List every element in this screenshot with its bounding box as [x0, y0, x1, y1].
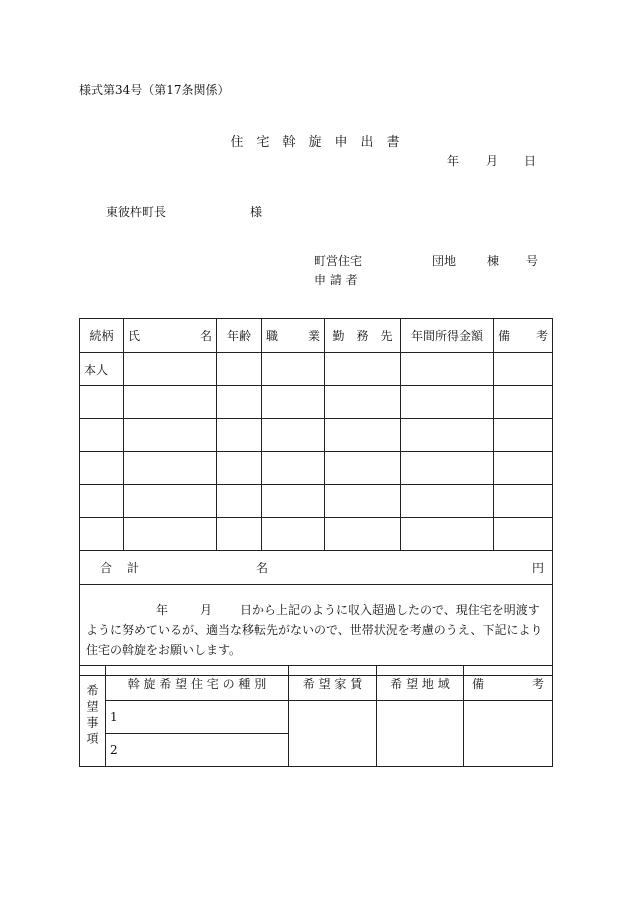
table-row: [80, 485, 553, 518]
header-desired-rent: 希 望 家 賃: [289, 666, 377, 701]
table-row: [80, 353, 553, 386]
statement-row: [80, 585, 553, 676]
date-day-label: 日: [524, 154, 537, 168]
table-row: [80, 452, 553, 485]
workplace-cell[interactable]: [325, 518, 401, 551]
workplace-cell[interactable]: [325, 452, 401, 485]
income-cell[interactable]: [401, 452, 494, 485]
total-label-a: 合: [100, 560, 113, 575]
income-cell[interactable]: [401, 518, 494, 551]
income-cell[interactable]: [401, 353, 494, 386]
relation-cell[interactable]: [80, 485, 124, 518]
statement-cell: [80, 585, 553, 676]
header-workplace: 勤 務 先: [325, 319, 401, 353]
row-number: 1: [110, 710, 118, 724]
remarks-cell[interactable]: [494, 452, 553, 485]
occupation-cell[interactable]: [262, 419, 325, 452]
relation-cell[interactable]: 本人: [80, 353, 124, 386]
name-cell[interactable]: [124, 386, 217, 419]
request-header-row: [80, 666, 553, 701]
remarks-cell[interactable]: [494, 419, 553, 452]
age-cell[interactable]: [217, 452, 262, 485]
workplace-cell[interactable]: [325, 386, 401, 419]
date-year-label: 年: [447, 154, 460, 168]
form-number: 様式第34号（第17条関係）: [79, 83, 230, 97]
header-occupation: 職 業: [262, 319, 325, 353]
total-label-b: 計: [127, 560, 140, 575]
applicant-label: 申 請 者: [314, 273, 358, 287]
income-cell[interactable]: [401, 419, 494, 452]
total-yen-unit: 円: [531, 560, 544, 575]
remarks-cell[interactable]: [494, 518, 553, 551]
relation-cell[interactable]: [80, 452, 124, 485]
relation-cell[interactable]: [80, 386, 124, 419]
header-housing-type: 斡 旋 希 望 住 宅 の 種 別: [106, 666, 289, 701]
relation-cell[interactable]: [80, 518, 124, 551]
occupation-cell[interactable]: [262, 386, 325, 419]
occupation-cell[interactable]: [262, 518, 325, 551]
header-desired-area: 希 望 地 域: [377, 666, 464, 701]
statement-text: 日から上記のように収入超過したので、現住宅を明渡すように努めているが、適当な移転先がないので、世帯状況を考慮のうえ、下記により住宅の斡旋をお願いします。: [86, 603, 543, 657]
housing-type-cell[interactable]: [106, 734, 289, 767]
table-row: [80, 419, 553, 452]
statement-year: 年: [156, 603, 169, 617]
remarks-cell[interactable]: [494, 485, 553, 518]
header-remarks: 備 考: [494, 319, 553, 353]
header-name: 氏 名: [124, 319, 217, 353]
income-cell[interactable]: [401, 485, 494, 518]
total-persons-unit: 名: [256, 560, 269, 575]
name-cell[interactable]: [124, 485, 217, 518]
date-month-label: 月: [486, 154, 499, 168]
remarks-cell[interactable]: [494, 353, 553, 386]
statement-month: 月: [200, 603, 213, 617]
occupation-cell[interactable]: [262, 485, 325, 518]
request-side-label-cell: [80, 666, 106, 767]
remarks-cell[interactable]: [494, 386, 553, 419]
request-side-label: 希望事項: [85, 684, 99, 748]
name-cell[interactable]: [124, 452, 217, 485]
age-cell[interactable]: [217, 353, 262, 386]
age-cell[interactable]: [217, 485, 262, 518]
header-age: 年齢: [217, 319, 262, 353]
name-cell[interactable]: [124, 419, 217, 452]
housing-estate-label: 団地: [432, 254, 457, 268]
header-request-remarks: 備 考: [464, 666, 553, 701]
age-cell[interactable]: [217, 386, 262, 419]
document-title: 住 宅 斡 旋 申 出 書: [230, 135, 400, 150]
housing-building-label: 棟: [487, 254, 500, 268]
housing-label: 町営住宅: [314, 254, 363, 268]
household-table: [79, 318, 553, 676]
occupation-cell[interactable]: [262, 452, 325, 485]
occupation-cell[interactable]: [262, 353, 325, 386]
workplace-cell[interactable]: [325, 485, 401, 518]
housing-type-cell[interactable]: [106, 701, 289, 734]
total-cell[interactable]: [80, 551, 553, 585]
request-table: [79, 665, 553, 767]
header-annual-income: 年間所得金額: [401, 319, 494, 353]
honorific: 様: [250, 205, 263, 219]
housing-number-label: 号: [526, 254, 539, 268]
table-row: [80, 518, 553, 551]
workplace-cell[interactable]: [325, 353, 401, 386]
addressee: 東彼杵町長: [106, 205, 167, 219]
header-relation: 続柄: [80, 319, 124, 353]
age-cell[interactable]: [217, 518, 262, 551]
age-cell[interactable]: [217, 419, 262, 452]
table-row: [80, 701, 553, 734]
total-row: [80, 551, 553, 585]
income-cell[interactable]: [401, 386, 494, 419]
desired-area-cell[interactable]: [377, 701, 464, 767]
row-number: 2: [110, 743, 118, 757]
workplace-cell[interactable]: [325, 419, 401, 452]
table-row: [80, 386, 553, 419]
name-cell[interactable]: [124, 518, 217, 551]
relation-cell[interactable]: [80, 419, 124, 452]
request-remarks-cell[interactable]: [464, 701, 553, 767]
name-cell[interactable]: [124, 353, 217, 386]
desired-rent-cell[interactable]: [289, 701, 377, 767]
household-header-row: [80, 319, 553, 353]
